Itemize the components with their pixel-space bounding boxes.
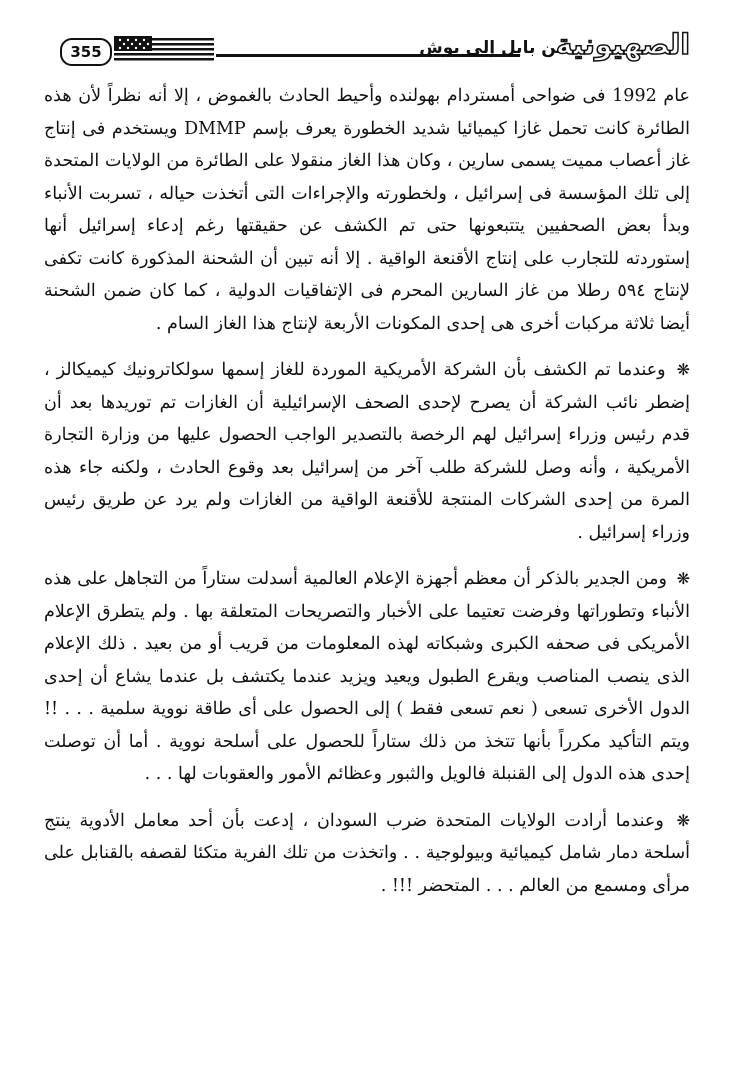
page-header	[40, 28, 690, 72]
paragraph	[44, 563, 690, 791]
paragraph-text: عام 1992 فى ضواحى أمستردام بهولنده وأحيط الحادث بالغموض ، إلا أنه نظراً لأن هذه الطائرة كانت تحمل غازا كيميائيا شديد الخطورة يعرف بإسم DMMP ويستخدم فى إنتاج غاز أعصاب مميت يسمى سارين ، وكان هذا الغاز منقولا على الطائرة من الولايات المتحدة إلى تلك المؤسسة فى إسرائيل ، ولخطورته والإجراءات التى أتخذت حياله ، تسربت الأنباء وبدأ بعض الصحفيين يتتبعونها حتى تم الكشف عن حقيقتها رغم إدعاء إسرائيل أنها إستوردته للتجارب على إنتاج الأقنعة الواقية . إلا أنه تبين أن الشحنة المذكورة كانت تكفى لإنتاج ٥٩٤ رطلا من غاز السارين المحرم فى الإتفاقيات الدولية ، كما كان ضمن الشحنة أيضا ثلاثة مركبات أخرى هى إحدى المكونات الأربعة لإنتاج هذا الغاز السام .	[44, 86, 690, 334]
asterisk-bullet-icon: ❋	[676, 810, 690, 830]
paragraph-text: ومن الجدير بالذكر أن معظم أجهزة الإعلام العالمية أسدلت ستاراً من التجاهل على هذه الأنباء وتطوراتها وفرضت تعتيما على الأخبار والتصريحات المتعلقة بها . ولم يتطرق الإعلام الأمريكى فى صحفه الكبرى وشبكاته لهذه المعلومات من قريب أو من بعيد . ذلك الإعلام الذى ينصب المناصب ويقرع الطبول ويعيد ويزيد عندما يكتشف بل عندما يشاع أن إحدى الدول الأخرى تسعى ( نعم تسعى فقط ) إلى الحصول على أى طاقة نووية سلمية . . . !! ويتم التأكيد مكرراً بأنها تتخذ من ذلك ستاراً للحصول على أسلحة نووية . أما أن توصلت إحدى هذه الدول إلى القنبلة فالويل والثبور وعظائم الأمور والعقوبات لها . . .	[44, 569, 690, 784]
page-number: 355	[60, 38, 112, 66]
paragraph-text: وعندما أرادت الولايات المتحدة ضرب السودان ، إدعت بأن أحد معامل الأدوية ينتج أسلحة دمار شامل كيميائية وبيولوجية . . واتخذت من تلك الفرية متكئا لقصفه بالقنابل على مرأى ومسمع من العالم . . . المتحضر !!! .	[44, 810, 690, 896]
us-flag-icon	[114, 36, 214, 64]
paragraph-text: وعندما تم الكشف بأن الشركة الأمريكية الموردة للغاز إسمها سولكاترونيك كيميكالز ، إضطر نائب الشركة أن يصرح لإحدى الصحف الإسرائيلية أن الغازات تم توريدها بعد أن قدم رئيس وزراء إسرائيل لهم الرخصة بالتصدير الواجب الحصول عليها من وزارة التجارة الأمريكية ، وأنه وصل للشركة طلب آخر من إسرائيل بعد وقوع الحادث ، ولكنه جاء هذه المرة من إحدى الشركات المنتجة للأقنعة الواقية من الغازات ولم يرد عن طريق رئيس وزراء إسرائيل .	[44, 360, 690, 543]
asterisk-bullet-icon: ❋	[676, 569, 690, 588]
asterisk-bullet-icon: ❋	[676, 360, 690, 379]
paragraph	[44, 354, 690, 549]
body-text	[44, 80, 690, 902]
paragraph	[44, 805, 690, 903]
running-subtitle: ..من بابل إلى بوش	[419, 38, 580, 58]
running-title: الصهيونية	[555, 28, 690, 61]
paragraph	[44, 80, 690, 340]
